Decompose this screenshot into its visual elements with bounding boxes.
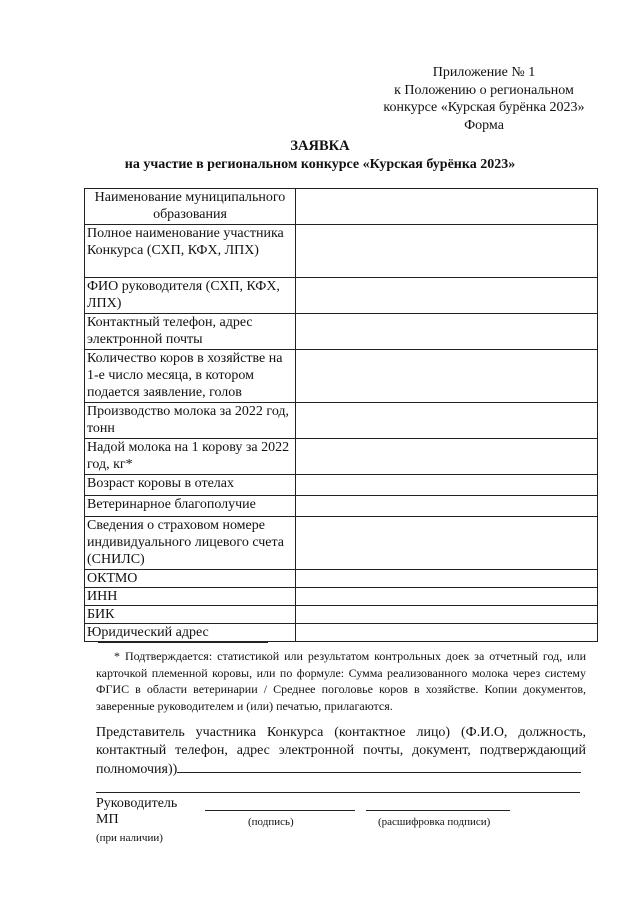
table-row xyxy=(85,606,598,624)
row-value-contacts[interactable] xyxy=(296,314,598,350)
row-label-veterinary: Ветеринарное благополучие xyxy=(85,496,296,517)
representative-fill-line[interactable] xyxy=(177,760,581,773)
row-value-participant-name[interactable] xyxy=(296,225,598,278)
appendix-form-label: Форма xyxy=(464,117,504,133)
table-row xyxy=(85,588,598,606)
row-label-snils: Сведения о страховом номере индивидуального лицевого счета (СНИЛС) xyxy=(85,517,296,570)
signature-line[interactable] xyxy=(205,810,355,811)
row-value-snils[interactable] xyxy=(296,517,598,570)
footnote-text: * Подтверждается: статистикой или результатом контрольных доек за отчетный год, или карточкой племенной коровы, или по формуле: Сумма реализованного молока через систему ФГИС в области ветеринарии / Среднее поголовье коров в хозяйстве. Копии документов, заверенные руководителем и (или) печатью, прилагаются. xyxy=(96,649,586,713)
decoding-caption: (расшифровка подписи) xyxy=(378,816,491,828)
row-value-bik[interactable] xyxy=(296,606,598,624)
table-row xyxy=(85,517,598,570)
representative-extra-line[interactable] xyxy=(96,792,580,793)
row-label-milk-yield: Надой молока на 1 корову за 2022 год, кг* xyxy=(85,439,296,475)
row-label-participant-name: Полное наименование участника Конкурса (СХП, КФХ, ЛПХ) xyxy=(85,225,296,278)
table-row xyxy=(85,278,598,314)
head-label: Руководитель xyxy=(96,796,178,811)
row-label-inn: ИНН xyxy=(85,588,296,606)
signature-caption: (подпись) xyxy=(248,816,294,828)
row-value-milk-production[interactable] xyxy=(296,403,598,439)
table-row xyxy=(85,403,598,439)
table-row xyxy=(85,570,598,588)
mp-note: (при наличии) xyxy=(96,832,163,844)
appendix-header xyxy=(340,64,628,134)
representative-block xyxy=(96,724,586,779)
row-value-legal-address[interactable] xyxy=(296,624,598,642)
row-label-oktmo: ОКТМО xyxy=(85,570,296,588)
table-row xyxy=(85,439,598,475)
row-value-cow-count[interactable] xyxy=(296,350,598,403)
row-label-contacts: Контактный телефон, адрес электронной почты xyxy=(85,314,296,350)
table-row xyxy=(85,225,598,278)
row-label-municipality: Наименование муниципального образования xyxy=(85,189,296,225)
row-label-bik: БИК xyxy=(85,606,296,624)
row-label-milk-production: Производство молока за 2022 год, тонн xyxy=(85,403,296,439)
row-value-oktmo[interactable] xyxy=(296,570,598,588)
title-subtitle: на участие в региональном конкурсе «Курская бурёнка 2023» xyxy=(124,156,516,172)
table-row xyxy=(85,496,598,517)
row-value-veterinary[interactable] xyxy=(296,496,598,517)
appendix-reference: к Положению о региональном xyxy=(394,82,574,98)
footnote-divider xyxy=(98,642,268,643)
appendix-contest-name: конкурсе «Курская бурёнка 2023» xyxy=(383,100,585,115)
application-form-table xyxy=(84,188,598,642)
row-value-milk-yield[interactable] xyxy=(296,439,598,475)
row-value-director[interactable] xyxy=(296,278,598,314)
row-label-cow-age: Возраст коровы в отелах xyxy=(85,475,296,496)
table-row xyxy=(85,475,598,496)
row-label-legal-address: Юридический адрес xyxy=(85,624,296,642)
mp-label: МП xyxy=(96,812,119,827)
representative-paren: ) xyxy=(172,762,178,777)
signature-decoding-line[interactable] xyxy=(366,810,510,811)
table-row xyxy=(85,314,598,350)
document-title xyxy=(0,138,640,173)
table-row xyxy=(85,624,598,642)
row-label-cow-count: Количество коров в хозяйстве на 1-е число месяца, в котором подается заявление, голов xyxy=(85,350,296,403)
row-value-municipality[interactable] xyxy=(296,189,598,225)
row-value-cow-age[interactable] xyxy=(296,475,598,496)
row-label-director: ФИО руководителя (СХП, КФХ, ЛПХ) xyxy=(85,278,296,314)
representative-text: Представитель участника Конкурса (контактное лицо) (Ф.И.О, должность, контактный телефон, адрес электронной почты, документ, подтверждающий полномочия) xyxy=(96,725,586,777)
table-row xyxy=(85,350,598,403)
row-value-inn[interactable] xyxy=(296,588,598,606)
title-main: ЗАЯВКА xyxy=(290,138,350,154)
appendix-number: Приложение № 1 xyxy=(432,65,536,80)
table-row xyxy=(85,189,598,225)
